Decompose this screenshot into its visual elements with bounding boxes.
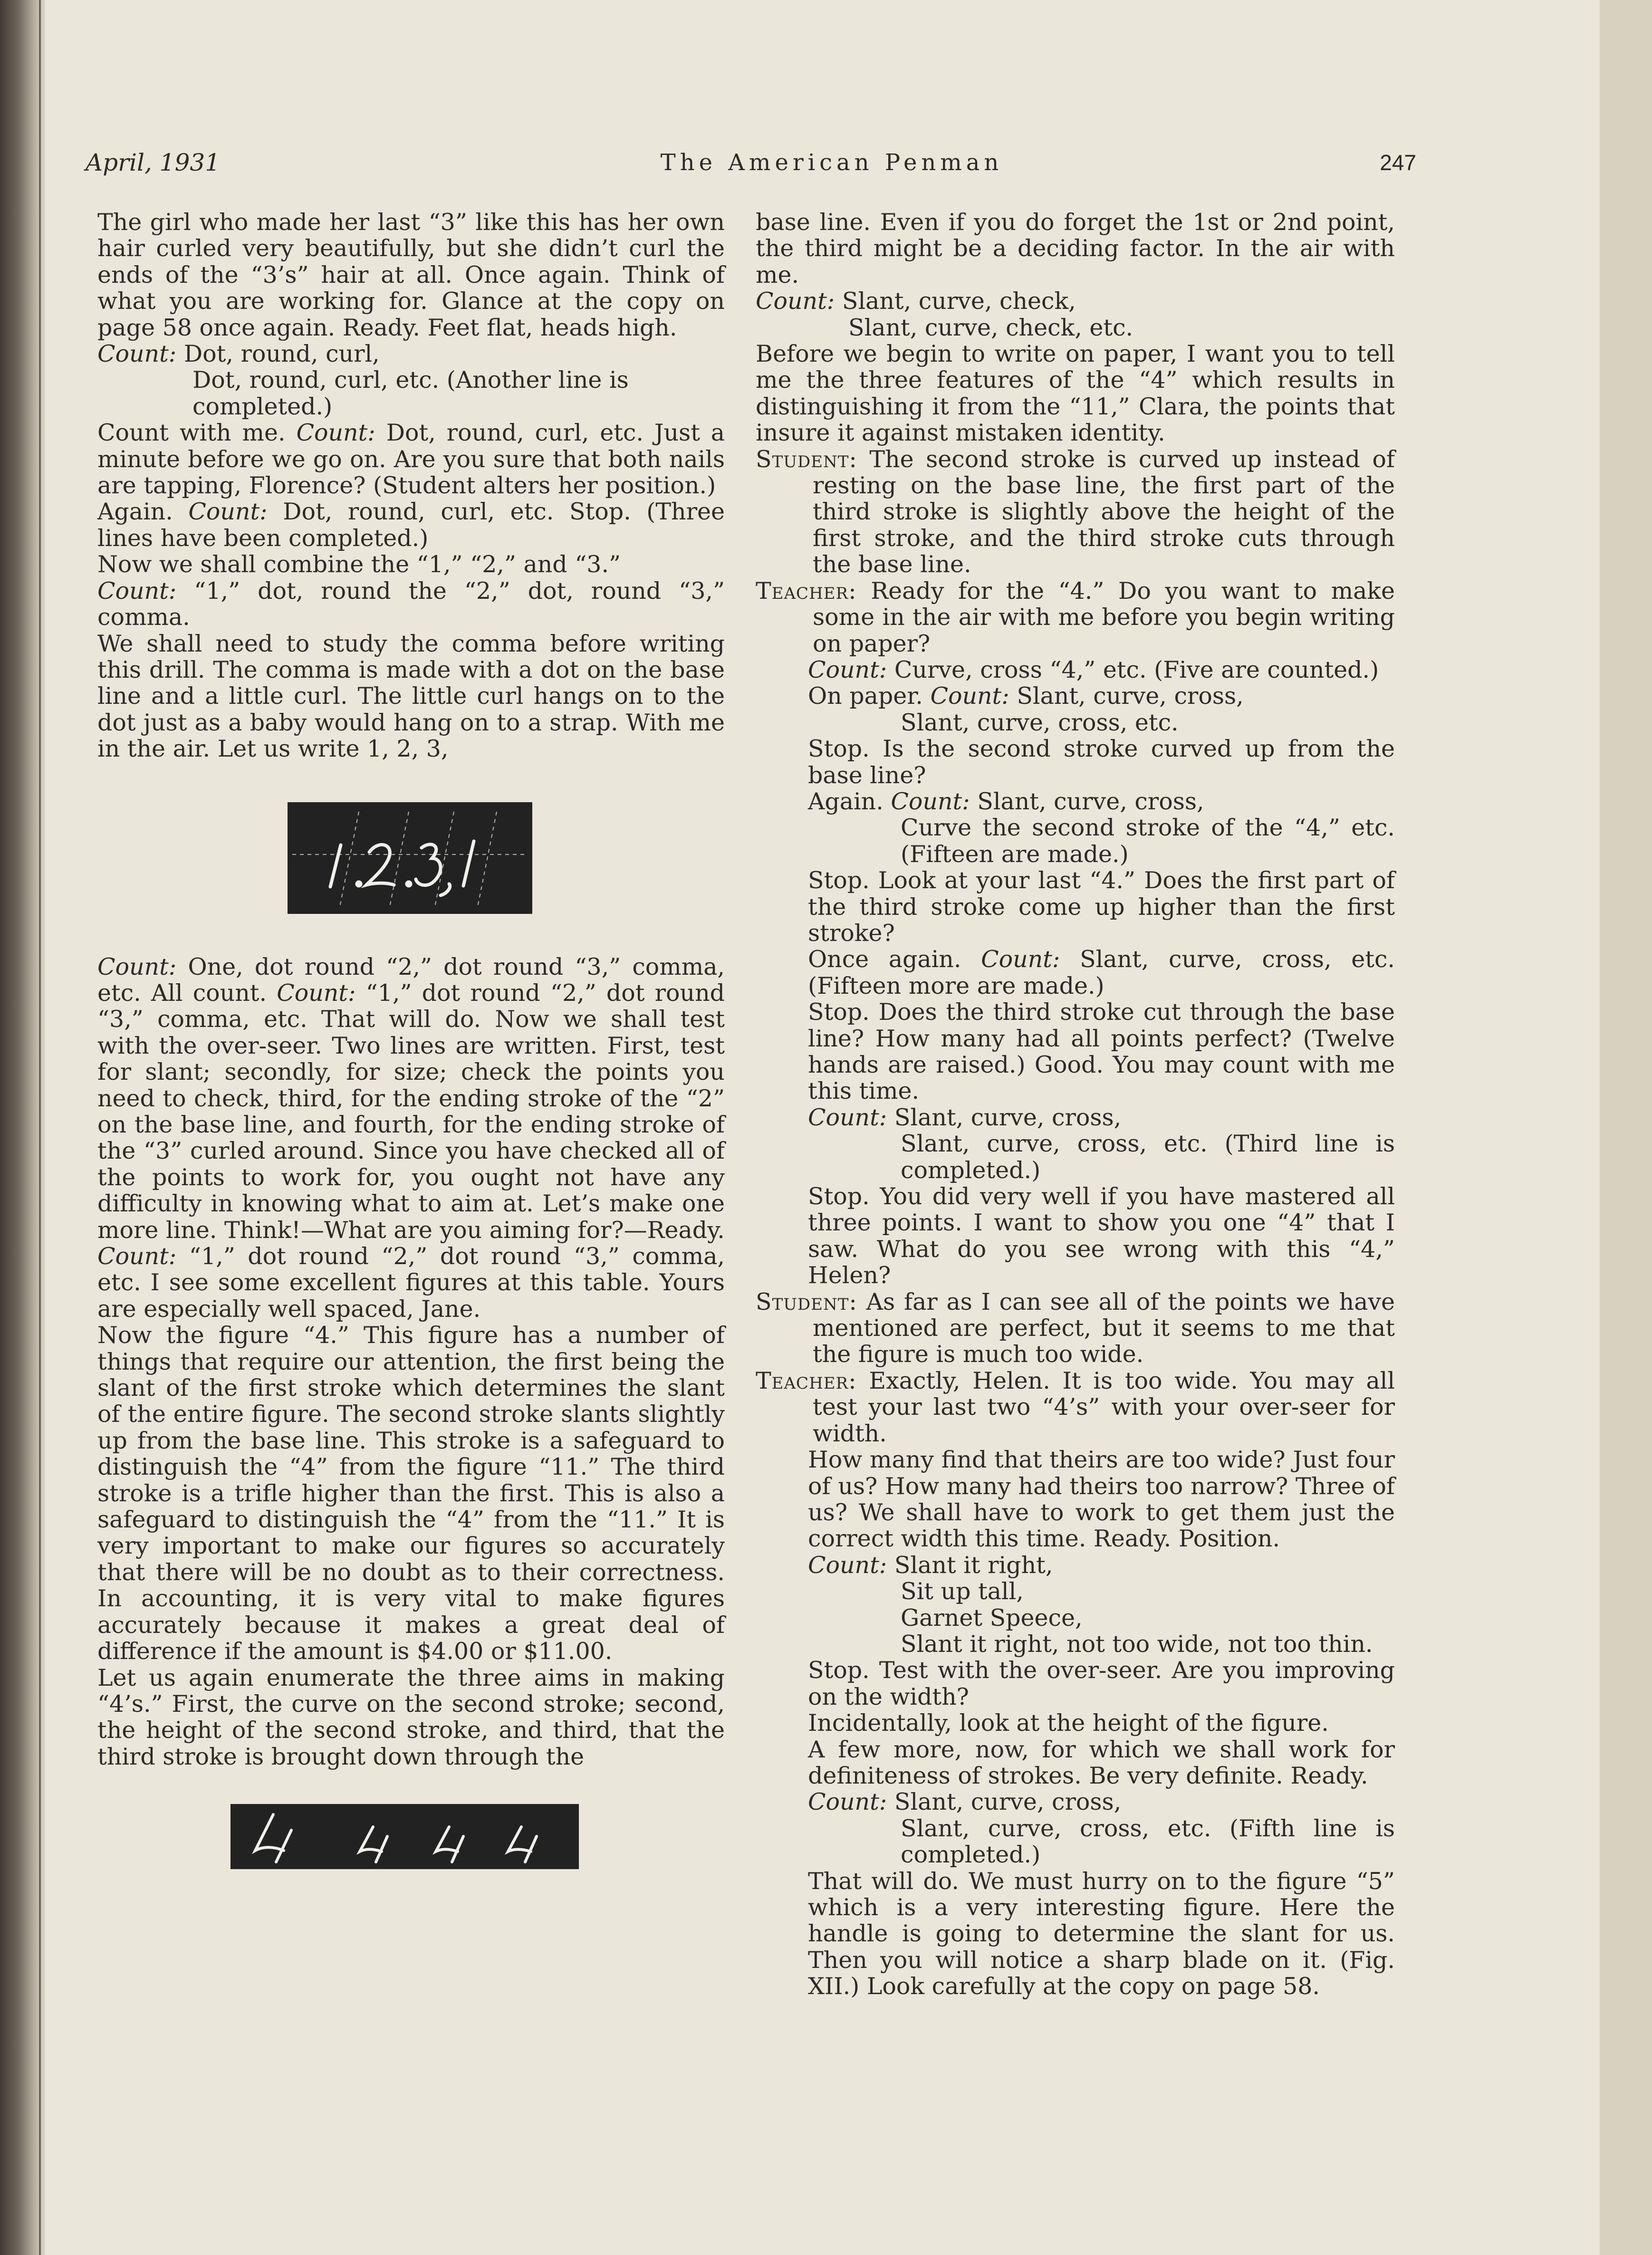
handwritten-fours-image — [231, 1804, 579, 1869]
paragraph: base line. Even if you do forget the 1st or 2nd point, the third might be a deciding factor. In the air with me. — [756, 209, 1395, 288]
count-line: Count: Slant, curve, check, — [756, 288, 1076, 315]
count-line: Slant, curve, cross, etc. — [901, 709, 1179, 736]
running-title: The American Penman — [660, 149, 1003, 176]
paragraph: Before we begin to write on paper, I want you to tell me the three features of the “4” which results in distinguishing it from the “11,” Clara, the points that insure it against mistaken identity. — [756, 340, 1395, 447]
paragraph: Once again. Count: Slant, curve, cross, etc. (Fifteen more are made.) — [808, 946, 1395, 999]
count-line: Curve the second stroke of the “4,” etc. (Fifteen are made.) — [901, 814, 1395, 868]
teacher-dialogue-body — [756, 657, 1395, 1289]
page-number: 247 — [1380, 150, 1416, 175]
count-line: Count: Slant, curve, cross, — [808, 1788, 1122, 1816]
page-edge — [1600, 0, 1652, 2255]
paragraph: Now the figure “4.” This figure has a number of things that require our attention, the first being the slant of the first stroke which determines the slant of the entire figure. The second stroke slants slightly up from the base line. This stroke is a safeguard to distinguish the “4” from the figure “11.” The third stroke is a trifle higher than the first. This is also a safeguard to distinguish the “4” from the “11.” It is very important to make our figures so accurately that there will be no doubt as to their correctness. In accounting, it is very vital to make figures accurately because it makes a great deal of difference if the amount is $4.00 or $11.00. — [97, 1322, 725, 1665]
paragraph: Stop. Is the second stroke curved up from the base line? — [808, 735, 1395, 789]
paragraph: Count with me. Count: Dot, round, curl, etc. Just a minute before we go on. Are you sure that both nails are tapping, Florence? (Student alters her position.) — [97, 419, 725, 499]
left-column — [97, 209, 725, 1869]
paragraph: A few more, now, for which we shall work for definiteness of strokes. Be very definite. Ready. — [808, 1736, 1395, 1789]
speaker-label: Teacher: — [756, 1367, 857, 1394]
paragraph: Again. Count: Dot, round, curl, etc. Stop. (Three lines have been completed.) — [97, 498, 725, 552]
binding-edge — [39, 0, 41, 2255]
count-line: Slant, curve, cross, etc. (Fifth line is completed.) — [901, 1814, 1395, 1869]
speaker-label: Student: — [756, 445, 857, 473]
teacher-dialogue: Teacher: Ready for the “4.” Do you want to make some in the air with me before you begin writing on paper? — [756, 577, 1395, 657]
count-line: Count: Slant it right, — [808, 1551, 1053, 1579]
count-line: Again. Count: Slant, curve, cross, — [808, 787, 1204, 815]
count-line: Count: One, dot round “2,” dot round “3,” comma, etc. All count. Count: “1,” dot round “2,” dot round “3,” comma, etc. That will do. Now we shall test with the over-seer. Two lines are written. First, test for slant; secondly, for size; check the points you need to check, third, for the ending stroke of the “2” on the base line, and fourth, for the ending stroke of the “3” curled around. Since you have checked all of the points to work for, you ought not have any difficulty in knowing what to aim at. Let’s make one more line. Think!—What are you aiming for?—Ready. — [97, 953, 725, 1244]
count-line: Count: “1,” dot, round the “2,” dot, round “3,” comma. — [97, 577, 725, 631]
count-line: Slant, curve, cross, etc. (Third line is completed.) — [901, 1130, 1395, 1184]
count-line: Garnet Speece, — [901, 1604, 1083, 1631]
count-line: Count: Slant, curve, cross, — [808, 1104, 1122, 1131]
paragraph: Incidentally, look at the height of the figure. — [808, 1709, 1329, 1737]
paragraph: The girl who made her last “3” like this has her own hair curled very beautifully, but she didn’t curl the ends of the “3’s” hair at all. Once again. Think of what you are working for. Glance at the copy on page 58 once again. Ready. Feet flat, heads high. — [97, 209, 725, 341]
paragraph: Stop. Test with the over-seer. Are you improving on the width? — [808, 1657, 1395, 1710]
figure-fours-drill — [231, 1804, 579, 1869]
paragraph: That will do. We must hurry on to the figure “5” which is a very interesting figure. Here the handle is going to determine the slant for us. Then you will notice a sharp blade on it. (Fig. XII.) Look carefully at the copy on page 58. — [808, 1867, 1395, 2000]
speaker-label: Student: — [756, 1288, 857, 1315]
paragraph: Stop. Look at your last “4.” Does the first part of the third stroke come up higher than the first stroke? — [808, 867, 1395, 947]
paragraph: Let us again enumerate the three aims in making “4’s.” First, the curve on the second stroke; second, the height of the second stroke, and third, that the third stroke is brought down through the — [97, 1664, 725, 1770]
binding-gutter — [0, 0, 45, 2255]
count-line: Dot, round, curl, etc. (Another line is completed.) — [192, 366, 629, 420]
right-column — [756, 209, 1395, 2000]
count-line: Count: Dot, round, curl, — [97, 340, 380, 368]
count-line: Count: Curve, cross “4,” etc. (Five are counted.) — [808, 656, 1379, 683]
paragraph: How many find that theirs are too wide? Just four of us? How many had theirs too narrow? Three of us? We shall have to work to get them just the correct width this time. Ready. Position. — [808, 1446, 1395, 1553]
paragraph: Stop. Does the third stroke cut through the base line? How many had all points perfect? (Twelve hands are raised.) Good. You may count with me this time. — [808, 998, 1395, 1105]
speaker-label: Teacher: — [756, 577, 857, 605]
issue-date: April, 1931 — [86, 149, 221, 176]
teacher-dialogue-body — [756, 1447, 1395, 2000]
paragraph: We shall need to study the comma before writing this drill. The comma is made with a dot on the base line and a little curl. The little curl hangs on to the dot just as a baby would hang on to a strap. With me in the air. Let us write 1, 2, 3, — [97, 630, 725, 763]
student-response: Student: As far as I can see all of the points we have mentioned are perfect, but it seems to me that the figure is much too wide. — [756, 1288, 1395, 1368]
count-line: Slant it right, not too wide, not too thin. — [901, 1630, 1373, 1658]
count-line: Sit up tall, — [901, 1578, 1024, 1605]
paragraph: Stop. You did very well if you have mastered all three points. I want to show you one “4” that I saw. What do you see wrong with this “4,” Helen? — [808, 1183, 1395, 1289]
count-line: On paper. Count: Slant, curve, cross, — [808, 682, 1244, 710]
figure-123-comma-drill — [288, 802, 532, 914]
count-line: Slant, curve, check, etc. — [848, 314, 1133, 341]
teacher-dialogue: Teacher: Exactly, Helen. It is too wide. You may all test your last two “4’s” with your over-seer for width. — [756, 1367, 1395, 1447]
handwritten-123-image — [288, 802, 532, 914]
student-response: Student: The second stroke is curved up instead of resting on the base line, the first part of the third stroke is slightly above the height of the first stroke, and the third stroke cuts through the base line. — [756, 445, 1395, 578]
count-label: Count: — [97, 340, 177, 368]
paragraph: Now we shall combine the “1,” “2,” and “3.” — [97, 551, 621, 578]
count-line: Count: “1,” dot round “2,” dot round “3,” comma, etc. I see some excellent figures at this table. Yours are especially well spaced, Jane. — [97, 1243, 725, 1323]
